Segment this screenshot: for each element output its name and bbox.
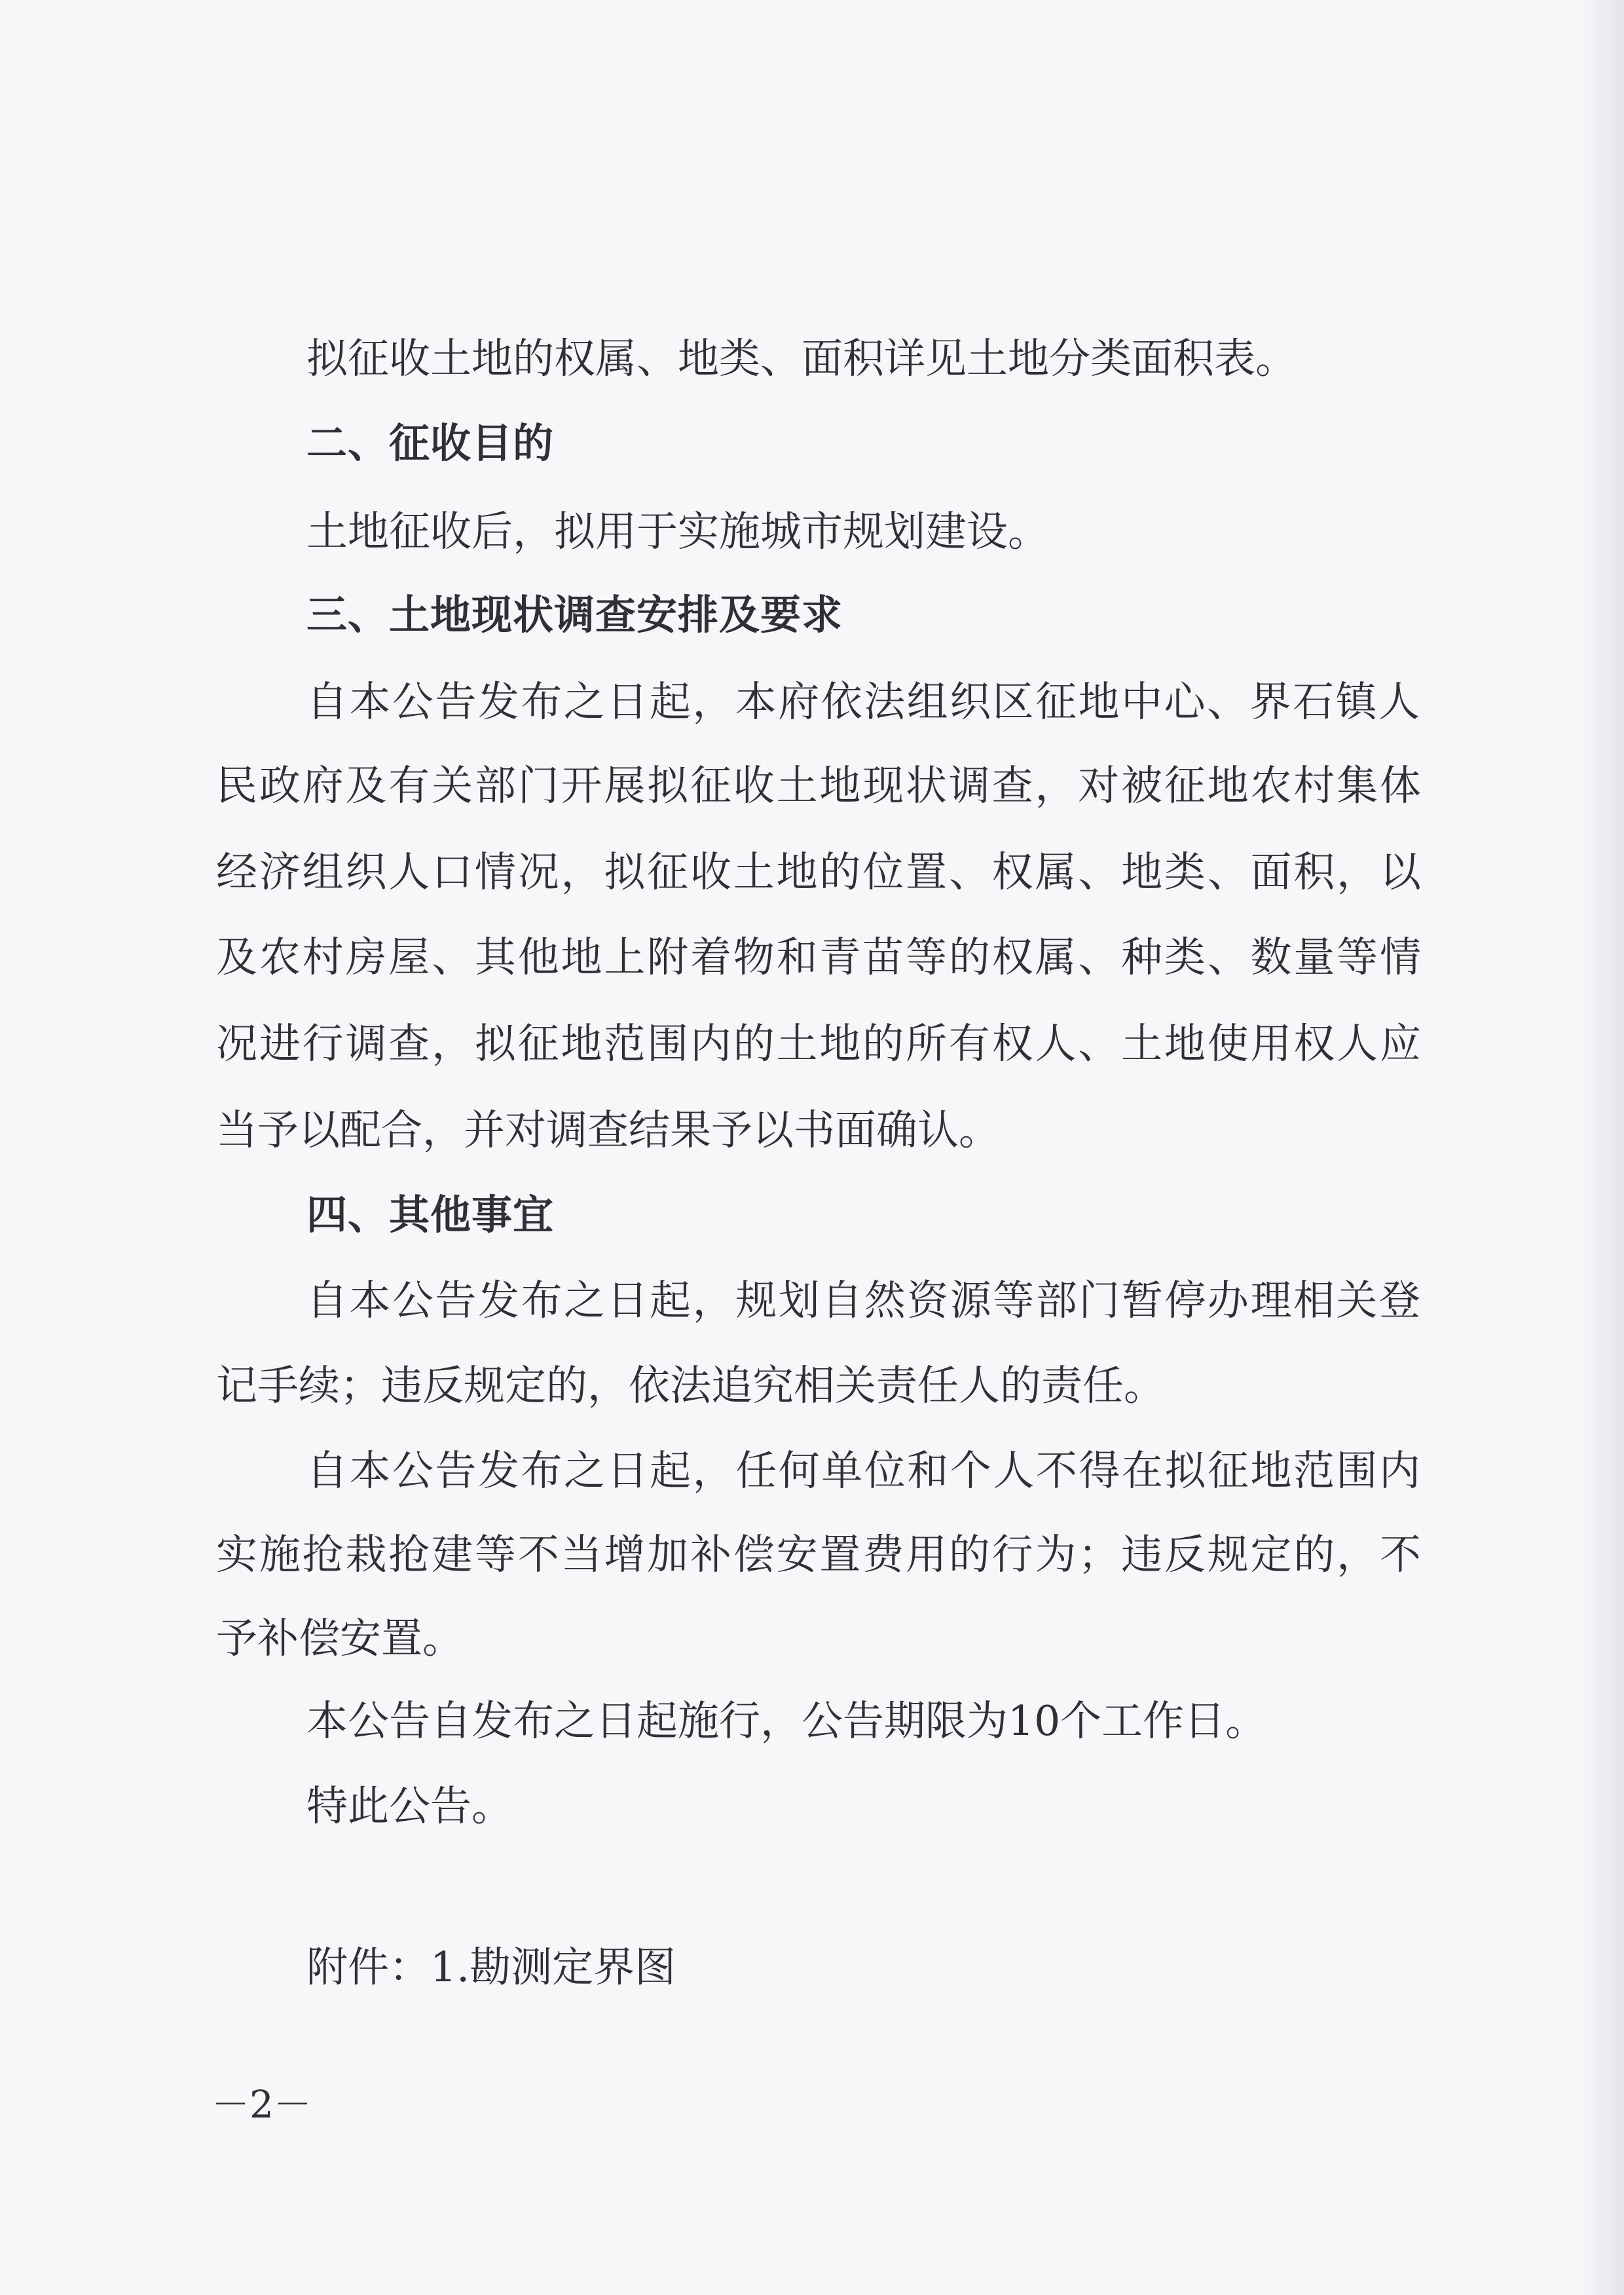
page-edge-shadow <box>1578 0 1624 2295</box>
paragraph-survey-line-5: 况进行调查，拟征地范围内的土地的所有权人、土地使用权人应 <box>216 1020 1421 1068</box>
paragraph-survey-line-1: 自本公告发布之日起，本府依法组织区征地中心、界石镇人 <box>306 678 1420 726</box>
paragraph-effective-date: 本公告自发布之日起施行，公告期限为10个工作日。 <box>306 1697 1267 1745</box>
page-number: －2－ <box>212 2082 312 2127</box>
paragraph-land-summary: 拟征收土地的权属、地类、面积详见土地分类面积表。 <box>306 335 1297 382</box>
paragraph-compensation-line-1: 自本公告发布之日起，任何单位和个人不得在拟征地范围内 <box>306 1447 1420 1495</box>
paragraph-survey-line-6: 当予以配合，并对调查结果予以书面确认。 <box>216 1106 1000 1154</box>
paragraph-survey-line-4: 及农村房屋、其他地上附着物和青苗等的权属、种类、数量等情 <box>216 933 1421 981</box>
paragraph-purpose: 土地征收后，拟用于实施城市规划建设。 <box>306 508 1049 555</box>
paragraph-survey-line-3: 经济组织人口情况，拟征收土地的位置、权属、地类、面积，以 <box>216 848 1421 896</box>
paragraph-other-line-2: 记手续；违反规定的，依法追究相关责任人的责任。 <box>216 1362 1165 1409</box>
section-heading-other-matters: 四、其他事宜 <box>306 1191 555 1239</box>
paragraph-closing: 特此公告。 <box>306 1782 513 1830</box>
paragraph-compensation-line-3: 予补偿安置。 <box>216 1614 464 1662</box>
paragraph-other-line-1: 自本公告发布之日起，规划自然资源等部门暂停办理相关登 <box>306 1277 1420 1324</box>
paragraph-compensation-line-2: 实施抢栽抢建等不当增加补偿安置费用的行为；违反规定的，不 <box>216 1531 1421 1578</box>
section-heading-survey: 三、土地现状调查安排及要求 <box>306 591 843 639</box>
section-heading-purpose: 二、征收目的 <box>306 419 555 467</box>
paragraph-survey-line-2: 民政府及有关部门开展拟征收土地现状调查，对被征地农村集体 <box>216 762 1421 810</box>
attachment-line: 附件：1.勘测定界图 <box>306 1943 676 1991</box>
